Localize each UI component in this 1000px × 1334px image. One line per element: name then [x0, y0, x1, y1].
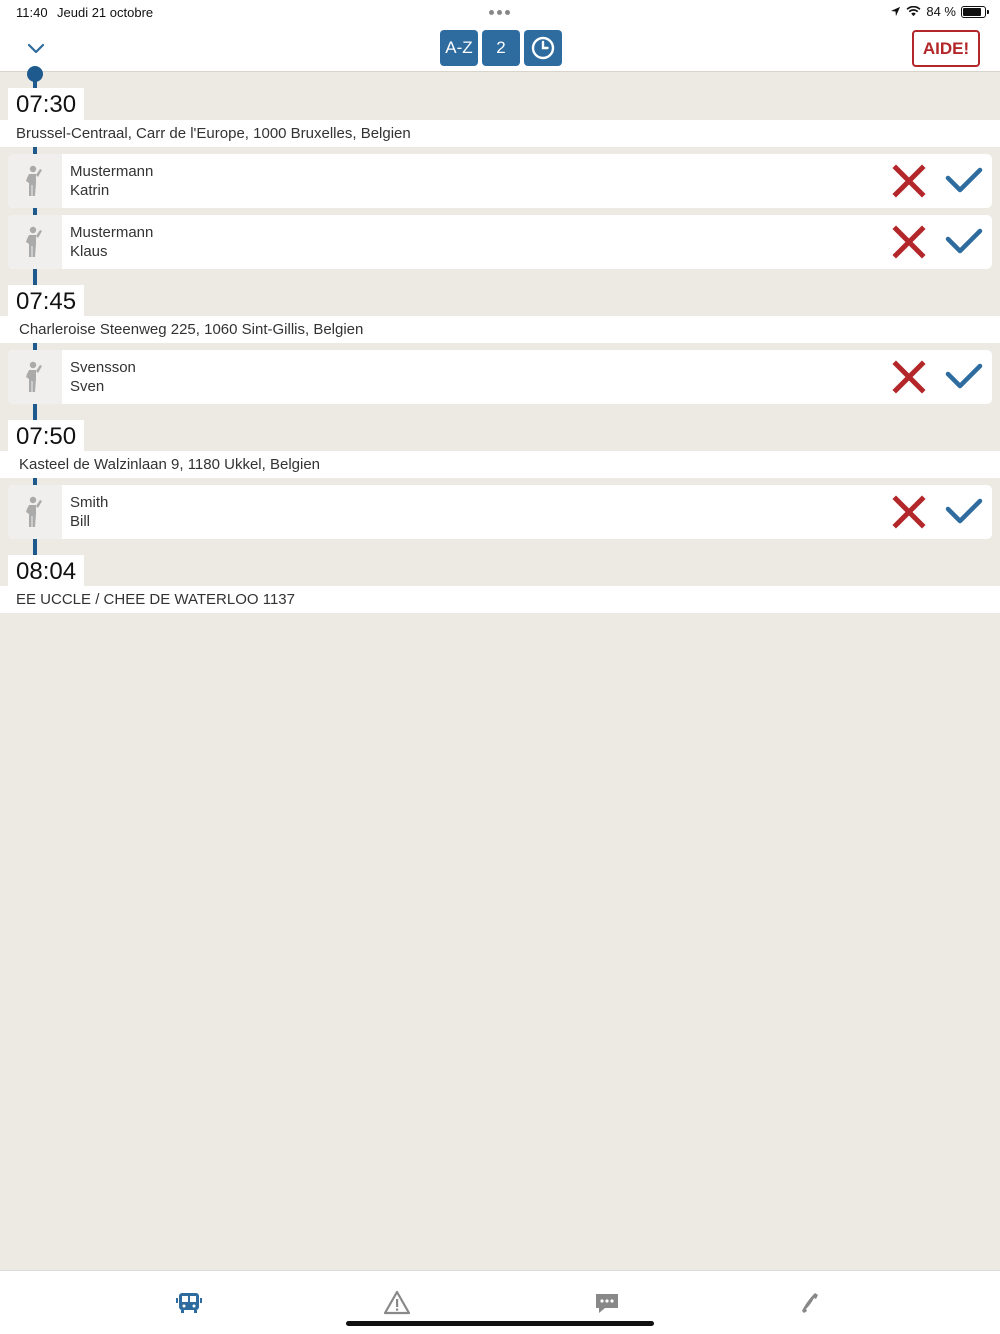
stop-time: 07:30: [8, 88, 84, 120]
person-waving-icon: [8, 350, 62, 404]
phone-icon[interactable]: [796, 1289, 824, 1317]
status-date: Jeudi 21 octobre: [57, 5, 154, 20]
status-time: 11:40: [16, 5, 48, 20]
sort-az-button[interactable]: A-Z: [440, 30, 478, 66]
stop-address: Kasteel de Walzinlaan 9, 1180 Ukkel, Belgien: [0, 451, 1000, 478]
wifi-icon: [906, 6, 921, 17]
close-icon[interactable]: [890, 164, 928, 198]
battery-icon: [961, 6, 986, 18]
passenger-first-name: Bill: [70, 513, 91, 530]
home-indicator[interactable]: [346, 1321, 654, 1326]
close-icon[interactable]: [890, 360, 928, 394]
passenger-name: [70, 162, 153, 200]
passenger-last-name: Smith: [70, 494, 109, 511]
help-button[interactable]: AIDE!: [912, 30, 980, 67]
stop-address: EE UCCLE / CHEE DE WATERLOO 1137: [0, 586, 1000, 613]
close-icon[interactable]: [890, 495, 928, 529]
passenger-first-name: Katrin: [70, 182, 110, 199]
check-icon[interactable]: [944, 227, 984, 257]
passenger-card: [8, 215, 992, 269]
passenger-first-name: Klaus: [70, 243, 108, 260]
passenger-name: [70, 493, 108, 531]
passenger-card: [8, 485, 992, 539]
close-icon[interactable]: [890, 225, 928, 259]
timeline-start-dot: [27, 66, 43, 82]
location-arrow-icon: [890, 6, 901, 17]
clock-button[interactable]: [524, 30, 562, 66]
status-indicators: [890, 4, 986, 19]
passenger-first-name: Sven: [70, 378, 105, 395]
check-icon[interactable]: [944, 497, 984, 527]
header-button-group: [440, 30, 562, 66]
bus-icon[interactable]: [175, 1289, 203, 1317]
status-bar: [0, 0, 1000, 24]
person-waving-icon: [8, 485, 62, 539]
multitasking-dots-icon[interactable]: [489, 10, 510, 15]
passenger-card: [8, 350, 992, 404]
warning-icon[interactable]: [383, 1289, 411, 1317]
bottom-tab-bar: [0, 1270, 1000, 1334]
passenger-last-name: Mustermann: [70, 163, 154, 180]
chevron-down-icon[interactable]: [24, 36, 48, 60]
stop-address: Charleroise Steenweg 225, 1060 Sint-Gillis, Belgien: [0, 316, 1000, 343]
battery-fill: [963, 8, 981, 16]
clock-icon: [530, 35, 556, 61]
person-waving-icon: [8, 215, 62, 269]
count-button[interactable]: 2: [482, 30, 520, 66]
passenger-name: [70, 358, 136, 396]
chat-icon[interactable]: [593, 1289, 621, 1317]
stop-address: Brussel-Centraal, Carr de l'Europe, 1000 Bruxelles, Belgien: [0, 120, 1000, 147]
person-waving-icon: [8, 154, 62, 208]
battery-percent: 84 %: [926, 4, 956, 19]
check-icon[interactable]: [944, 362, 984, 392]
check-icon[interactable]: [944, 166, 984, 196]
stop-time: 07:50: [8, 420, 84, 452]
stop-time: 07:45: [8, 285, 84, 317]
passenger-name: [70, 223, 153, 261]
passenger-card: [8, 154, 992, 208]
passenger-last-name: Mustermann: [70, 224, 154, 241]
stop-time: 08:04: [8, 555, 84, 587]
app-header: [0, 24, 1000, 72]
passenger-last-name: Svensson: [70, 359, 136, 376]
